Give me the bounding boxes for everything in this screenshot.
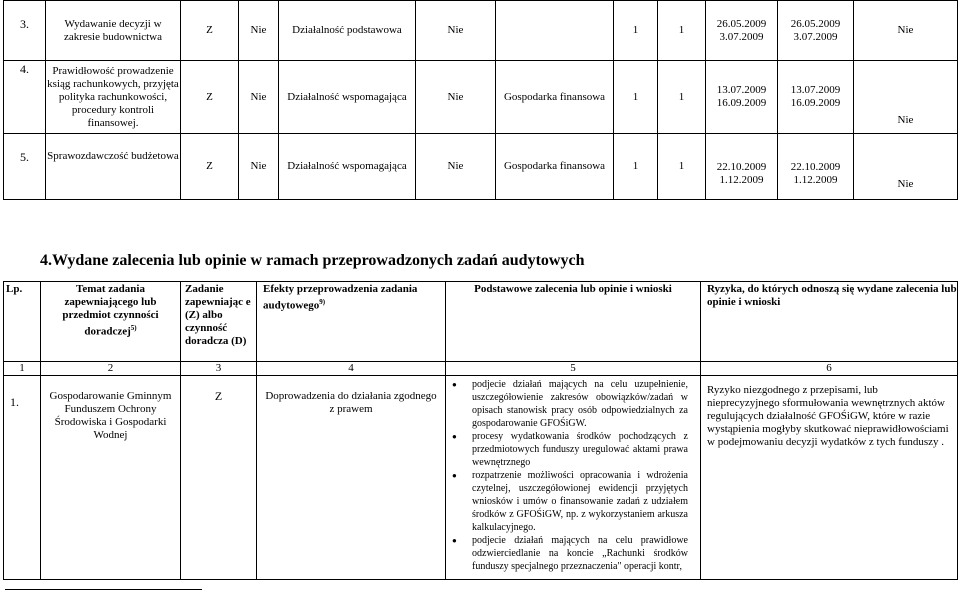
task-type: Z xyxy=(181,134,239,200)
topic: Gospodarowanie Gminnym Funduszem Ochrony Środowiska i Gospodarki Wodnej xyxy=(41,376,181,580)
value-1: 1 xyxy=(614,134,658,200)
footnote-ref: 9) xyxy=(319,298,326,306)
header-task: Zadanie zapewniając e (Z) albo czynność doradcza (D) xyxy=(181,282,257,362)
cell-nie: Nie xyxy=(239,1,279,61)
cell-nie: Nie xyxy=(239,134,279,200)
recommendations xyxy=(446,376,701,580)
column-number: 5 xyxy=(446,362,701,376)
header-risk: Ryzyka, do których odnoszą się wydane zalecenia lub opinie i wnioski xyxy=(701,282,958,362)
list-item: ● podjecie działań mających na celu uzupełnienie, uszczegółowienie zakresów obowiązków/zadań w opisach stanowisk pracy osób odpowiedzialnych za gospodarowanie GFOŚiGW. xyxy=(448,378,688,430)
row-number: 1. xyxy=(4,376,41,580)
date-end: 16.09.2009 xyxy=(716,97,767,109)
date-end: 3.07.2009 xyxy=(719,30,764,43)
activity-type: Działalność podstawowa xyxy=(279,1,416,61)
dates-actual xyxy=(778,61,854,134)
row-number: 4. xyxy=(4,61,46,134)
task-name: Prawidłowość prowadzenie ksiąg rachunkowych, przyjęta polityka rachunkowości, procedury kontroli finansowej. xyxy=(46,61,181,134)
effects: Doprowadzenia do działania zgodnego z prawem xyxy=(257,376,446,580)
column-number-row xyxy=(4,362,958,376)
section-title: 4.Wydane zalecenia lub opinie w ramach przeprowadzonych zadań audytowych xyxy=(40,252,585,269)
table-row xyxy=(4,1,958,61)
dates-actual xyxy=(778,1,854,61)
header-topic xyxy=(41,282,181,362)
value-2: 1 xyxy=(658,134,706,200)
row-number: 3. xyxy=(4,1,46,61)
risk: Ryzyko niezgodnego z przepisami, lub nieprecyzyjnego sformułowania wewnętrznych aktów regulujących działalność GFOŚiGW, które w razie wystąpienia mogłyby skutkować nieprawidłowościami w podejmowaniu decyzji wydatków z tych funduszy . xyxy=(701,376,958,580)
task-name: Sprawozdawczość budżetowa xyxy=(46,134,181,200)
date-start: 22.10.2009 xyxy=(716,161,767,173)
task-type: Z xyxy=(181,1,239,61)
date-start: 13.07.2009 xyxy=(790,84,841,96)
recommendations-table xyxy=(3,281,958,580)
value-2: 1 xyxy=(658,61,706,134)
header-basic: Podstawowe zalecenia lub opinie i wnioski xyxy=(446,282,701,362)
dates-planned xyxy=(706,134,778,200)
column-number: 1 xyxy=(4,362,41,376)
dates-planned xyxy=(706,1,778,61)
value-1: 1 xyxy=(614,61,658,134)
date-end: 16.09.2009 xyxy=(790,97,841,109)
date-end: 1.12.2009 xyxy=(793,174,838,186)
cell-nie: Nie xyxy=(416,61,496,134)
header-effects-text: Efekty przeprowadzenia zadania audytowego xyxy=(263,283,418,312)
row-number: 5. xyxy=(4,134,46,200)
date-start: 26.05.2009 xyxy=(716,17,767,30)
column-number: 4 xyxy=(257,362,446,376)
date-end: 1.12.2009 xyxy=(719,174,764,186)
cell-nie: Nie xyxy=(416,1,496,61)
dates-planned xyxy=(706,61,778,134)
column-number: 6 xyxy=(701,362,958,376)
cell-nie: Nie xyxy=(854,61,958,134)
value-2: 1 xyxy=(658,1,706,61)
header-lp: Lp. xyxy=(4,282,41,362)
cell-nie: Nie xyxy=(854,134,958,200)
table-row xyxy=(4,376,958,580)
column-number: 3 xyxy=(181,362,257,376)
list-item: ● procesy wydatkowania środków pochodzących z przedmiotowych funduszy uregulować aktami prawa wewnętrznego xyxy=(448,430,688,469)
area: Gospodarka finansowa xyxy=(496,61,614,134)
area xyxy=(496,1,614,61)
recommendations-list xyxy=(448,378,688,573)
task-name: Wydawanie decyzji w zakresie budownictwa xyxy=(46,1,181,61)
footnote-ref: 5) xyxy=(130,324,137,332)
date-end: 3.07.2009 xyxy=(793,30,838,43)
footnote-separator xyxy=(5,589,202,590)
table-row xyxy=(4,134,958,200)
audit-tasks-table xyxy=(3,0,958,200)
table-row xyxy=(4,61,958,134)
table-header-row xyxy=(4,282,958,362)
task-type: Z xyxy=(181,376,257,580)
task-type: Z xyxy=(181,61,239,134)
cell-nie: Nie xyxy=(416,134,496,200)
activity-type: Działalność wspomagająca xyxy=(279,61,416,134)
dates-actual xyxy=(778,134,854,200)
header-topic-text: Temat zadania zapewniającego lub przedmiot czynności doradczej xyxy=(62,283,159,338)
date-start: 22.10.2009 xyxy=(790,161,841,173)
cell-nie: Nie xyxy=(239,61,279,134)
date-start: 26.05.2009 xyxy=(790,17,841,30)
date-start: 13.07.2009 xyxy=(716,84,767,96)
list-item: ● podjecie działań mających na celu prawidłowe odzwierciedlanie na koncie „Rachunki środków funduszy specjalnego przeznaczenia" operacji kontr, xyxy=(448,534,688,573)
activity-type: Działalność wspomagająca xyxy=(279,134,416,200)
column-number: 2 xyxy=(41,362,181,376)
value-1: 1 xyxy=(614,1,658,61)
cell-nie: Nie xyxy=(854,1,958,61)
area: Gospodarka finansowa xyxy=(496,134,614,200)
list-item: ● rozpatrzenie możliwości opracowania i wdrożenia czytelnej, uszczegółowionej ewidencji przyjętych wniosków i umów o finansowanie zadań z udziałem środków z GFOŚiGW, np. z wykorzystaniem arkusza kalkulacyjnego. xyxy=(448,469,688,534)
header-effects xyxy=(257,282,446,362)
